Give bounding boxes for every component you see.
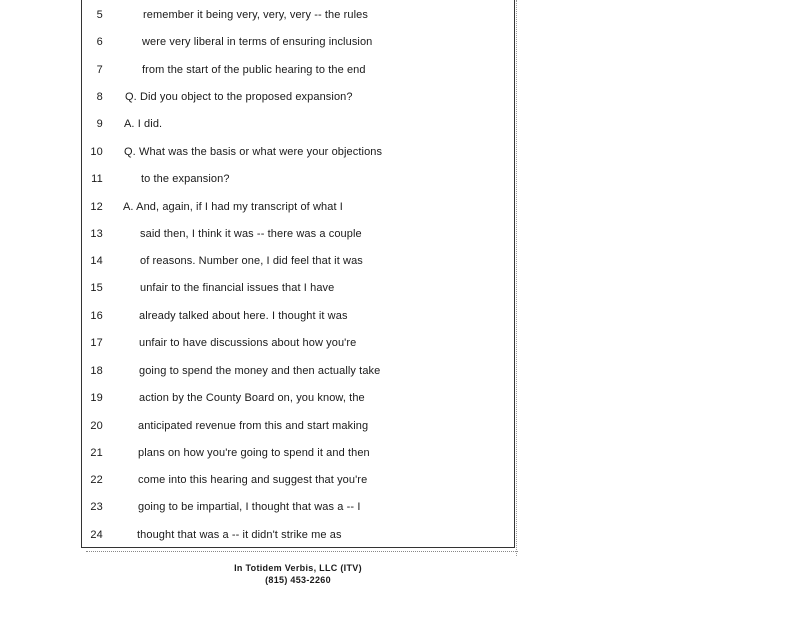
line-number: 9 — [96, 118, 103, 130]
line-number: 21 — [90, 447, 103, 459]
line-text: thought that was a -- it didn't strike me as — [137, 529, 342, 541]
line-text: Q. What was the basis or what were your objections — [124, 146, 383, 158]
line-number: 22 — [90, 474, 103, 486]
line-number: 23 — [90, 501, 103, 513]
line-number: 18 — [90, 365, 103, 377]
line-number: 8 — [96, 91, 103, 103]
line-text: come into this hearing and suggest that you're — [138, 474, 368, 486]
line-text: remember it being very, very, very -- the rules — [143, 9, 368, 21]
transcript-page — [81, 0, 515, 548]
line-text: going to be impartial, I thought that was a -- I — [138, 501, 361, 513]
line-number: 19 — [90, 392, 103, 404]
line-number: 24 — [90, 529, 103, 541]
page-shadow — [514, 0, 517, 556]
line-text: going to spend the money and then actually take — [139, 365, 381, 377]
line-text: unfair to the financial issues that I have — [140, 282, 335, 294]
line-number: 14 — [90, 255, 103, 267]
line-number: 16 — [90, 310, 103, 322]
line-number: 6 — [96, 36, 103, 48]
line-text: from the start of the public hearing to the end — [142, 64, 366, 76]
line-number: 10 — [90, 146, 103, 158]
line-text: already talked about here. I thought it was — [139, 310, 348, 322]
line-text: anticipated revenue from this and start making — [138, 420, 369, 432]
line-number: 20 — [90, 420, 103, 432]
line-number: 15 — [90, 282, 103, 294]
footer-company: In Totidem Verbis, LLC (ITV) — [234, 563, 362, 573]
line-text: A. And, again, if I had my transcript of what I — [123, 201, 343, 213]
line-number: 12 — [90, 201, 103, 213]
line-text: to the expansion? — [141, 173, 230, 185]
line-text: plans on how you're going to spend it and then — [138, 447, 370, 459]
line-number: 5 — [96, 9, 103, 21]
line-text: A. I did. — [124, 118, 163, 130]
footer-phone: (815) 453-2260 — [265, 575, 331, 585]
line-text: action by the County Board on, you know, the — [139, 392, 365, 404]
line-text: of reasons. Number one, I did feel that it was — [140, 255, 363, 267]
line-number: 11 — [91, 173, 103, 185]
line-text: unfair to have discussions about how you're — [139, 337, 357, 349]
line-number: 13 — [90, 228, 103, 240]
line-text: were very liberal in terms of ensuring inclusion — [142, 36, 373, 48]
line-number: 17 — [90, 337, 103, 349]
line-text: Q. Did you object to the proposed expansion? — [125, 91, 353, 103]
line-text: said then, I think it was -- there was a couple — [140, 228, 362, 240]
line-number: 7 — [96, 64, 103, 76]
